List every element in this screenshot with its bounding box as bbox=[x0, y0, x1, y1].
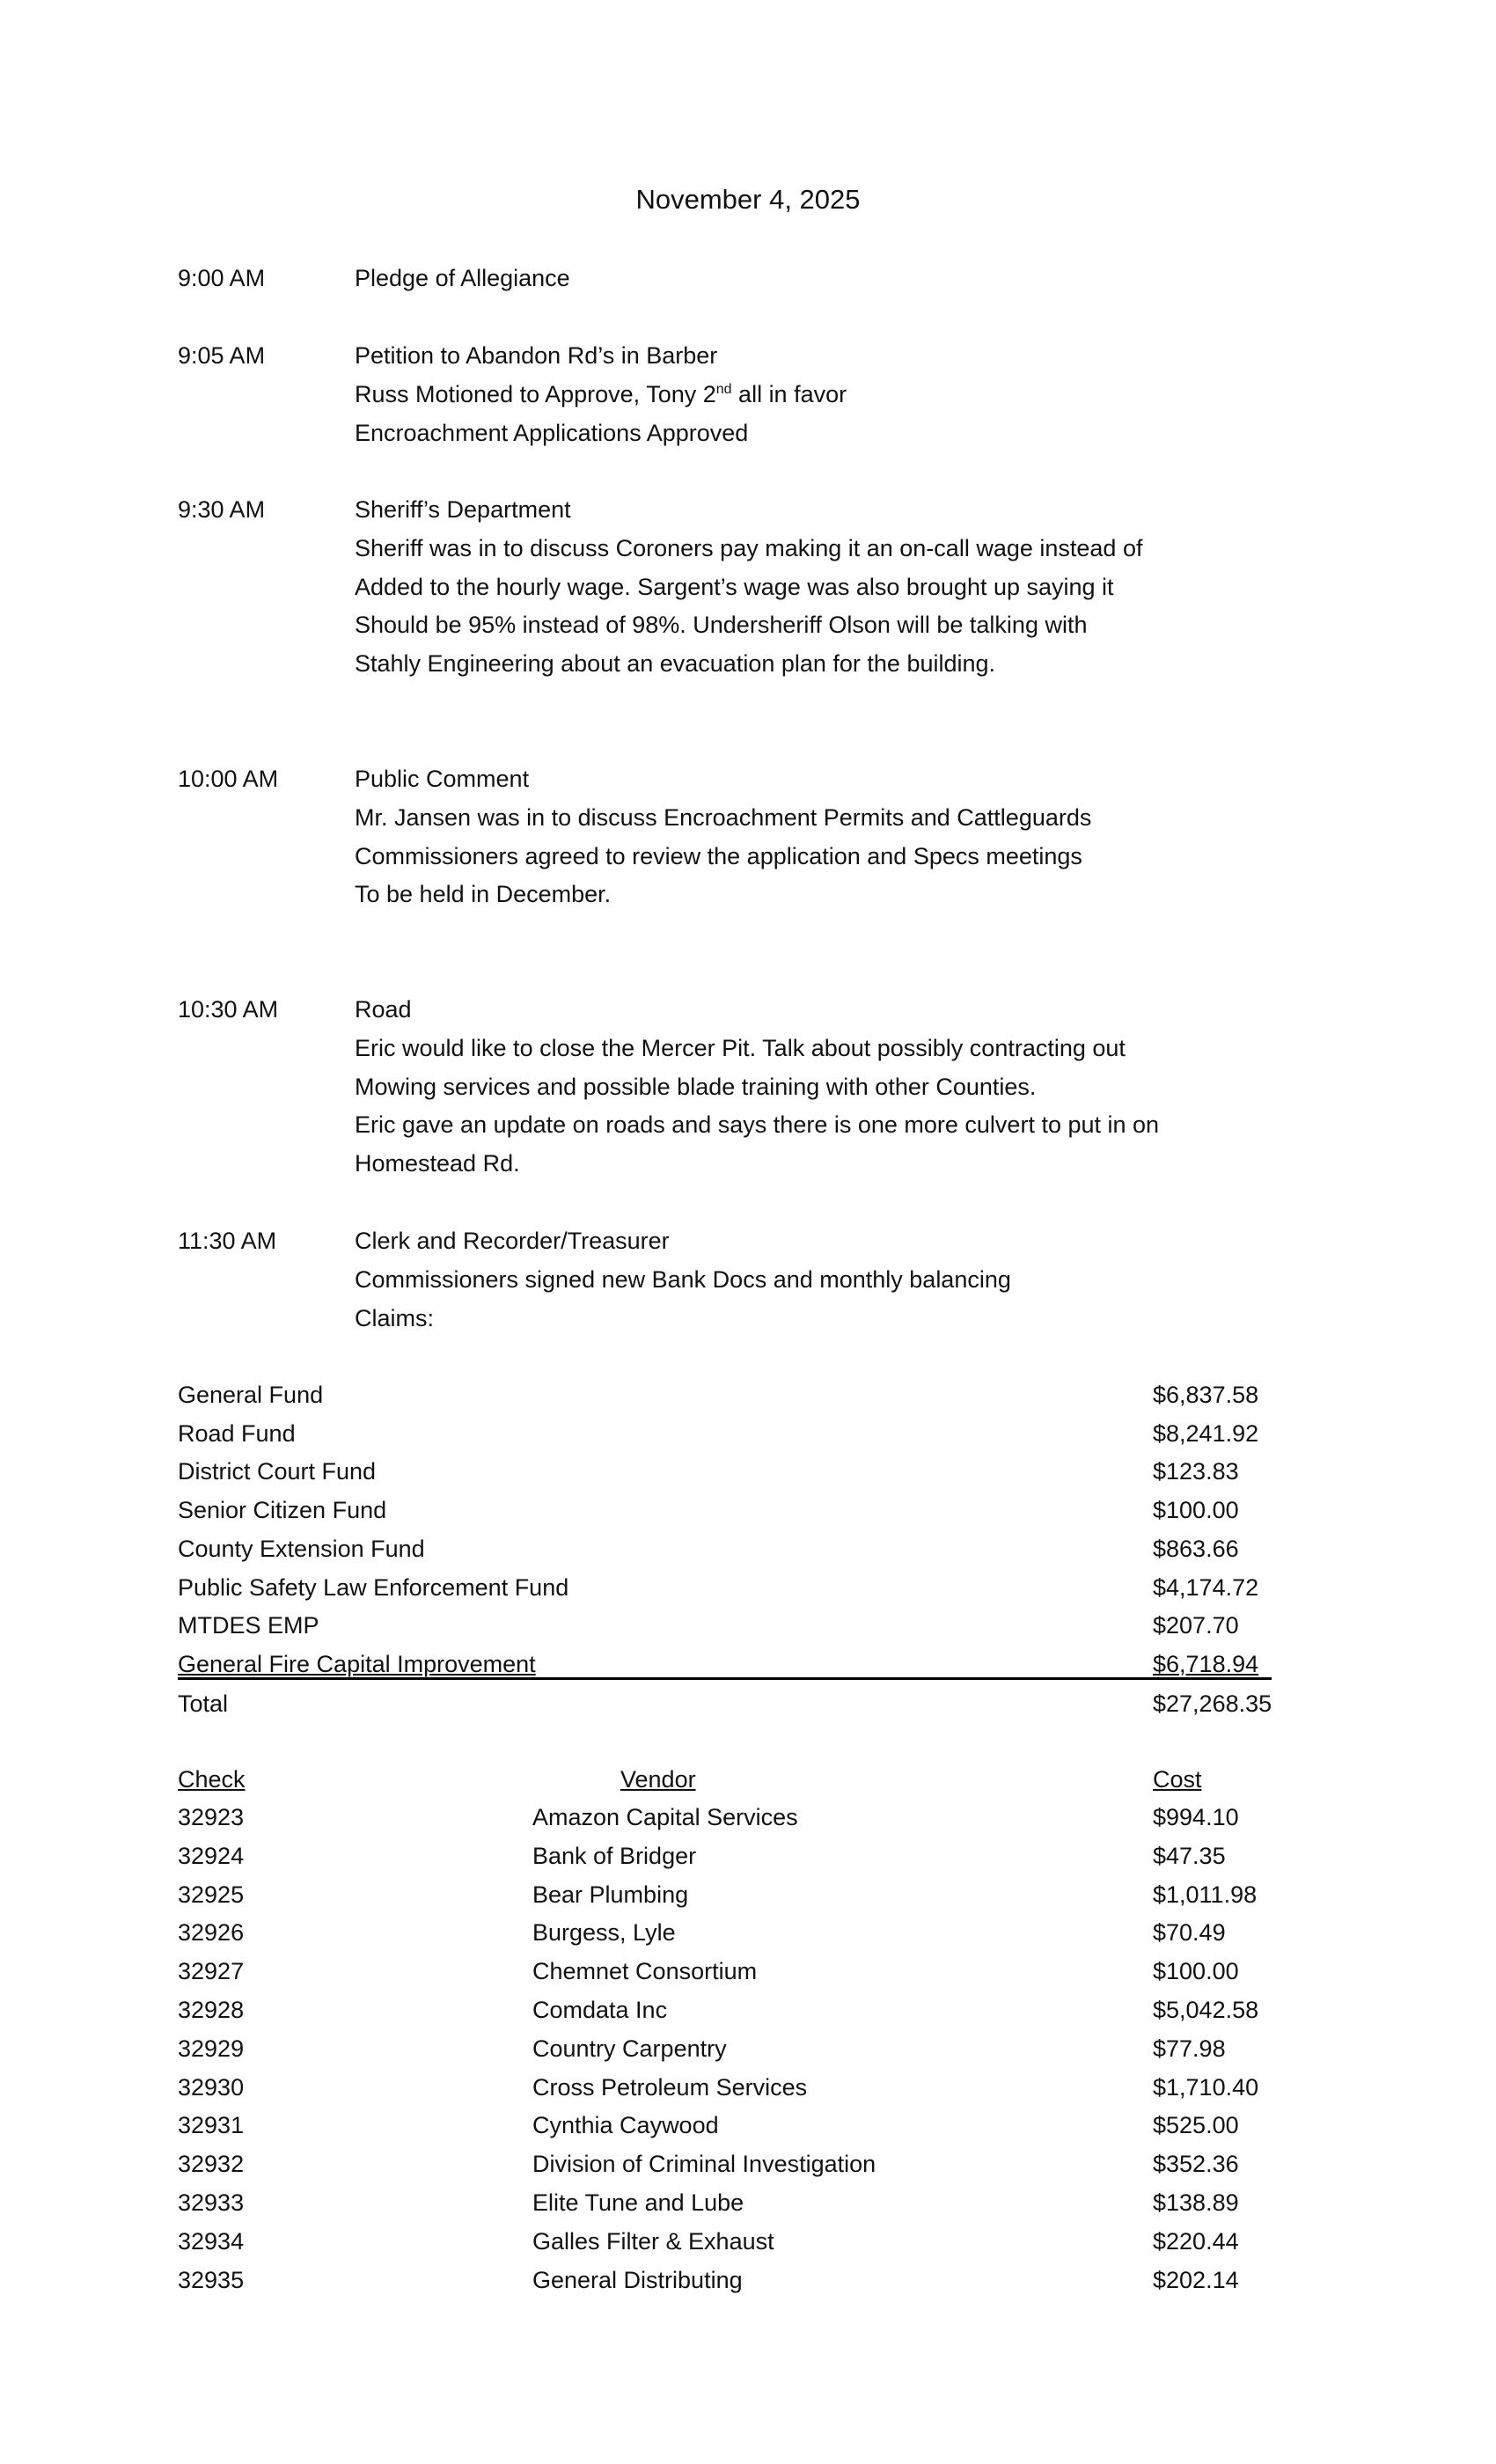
total-divider bbox=[178, 1677, 1272, 1680]
check-number: 32934 bbox=[178, 2227, 245, 2255]
vendor-name: Elite Tune and Lube bbox=[532, 2189, 744, 2216]
agenda-time: 11:30 AM bbox=[178, 1228, 277, 1254]
agenda-line: Encroachment Applications Approved bbox=[355, 419, 749, 446]
fund-amount: $863.66 bbox=[1153, 1535, 1239, 1562]
fund-amount: $123.83 bbox=[1153, 1458, 1239, 1485]
fund-name: Road Fund bbox=[178, 1419, 296, 1447]
check-number: 32930 bbox=[178, 2073, 245, 2101]
agenda-line: Homestead Rd. bbox=[355, 1150, 520, 1177]
fund-amount: $6,718.94 bbox=[1153, 1650, 1259, 1677]
check-number: 32926 bbox=[178, 1919, 245, 1947]
check-number: 32933 bbox=[178, 2189, 245, 2216]
agenda-line: Pledge of Allegiance bbox=[355, 265, 570, 291]
check-cost: $994.10 bbox=[1153, 1804, 1239, 1830]
agenda-time: 9:30 AM bbox=[178, 496, 266, 523]
agenda-line: Should be 95% instead of 98%. Undersheriff Olson will be talking with bbox=[355, 612, 1088, 639]
agenda-line: Petition to Abandon Rd’s in Barber bbox=[355, 342, 718, 369]
vendor-name: General Distributing bbox=[532, 2266, 743, 2293]
agenda-line: Eric would like to close the Mercer Pit. Talk about possibly contracting out bbox=[355, 1034, 1126, 1061]
fund-amount: $100.00 bbox=[1153, 1497, 1239, 1524]
total-amount: $27,268.35 bbox=[1153, 1690, 1272, 1717]
check-cost: $5,042.58 bbox=[1153, 1997, 1259, 2023]
agenda-line: Stahly Engineering about an evacuation plan for the building. bbox=[355, 650, 996, 678]
fund-name: General Fire Capital Improvement bbox=[178, 1650, 536, 1677]
check-number: 32925 bbox=[178, 1881, 245, 1908]
check-cost: $77.98 bbox=[1153, 2035, 1226, 2062]
check-number: 32927 bbox=[178, 1958, 245, 1985]
total-label: Total bbox=[178, 1690, 229, 1717]
check-header: Check bbox=[178, 1766, 246, 1793]
vendor-name: Galles Filter & Exhaust bbox=[532, 2227, 774, 2255]
check-number: 32923 bbox=[178, 1804, 245, 1830]
vendor-name: Cross Petroleum Services bbox=[532, 2073, 808, 2101]
ordinal-suffix: nd bbox=[715, 381, 732, 397]
agenda-line: Road bbox=[355, 996, 412, 1023]
check-number: 32929 bbox=[178, 2035, 245, 2062]
agenda-line: Commissioners signed new Bank Docs and monthly balancing bbox=[355, 1265, 1011, 1293]
vendor-name: Comdata Inc bbox=[532, 1997, 668, 2023]
fund-amount: $207.70 bbox=[1153, 1612, 1239, 1639]
vendor-name: Amazon Capital Services bbox=[532, 1804, 798, 1830]
vendor-name: Burgess, Lyle bbox=[532, 1919, 676, 1947]
fund-name: District Court Fund bbox=[178, 1458, 377, 1485]
check-cost: $138.89 bbox=[1153, 2189, 1239, 2216]
check-cost: $1,710.40 bbox=[1153, 2073, 1259, 2101]
cost-header: Cost bbox=[1153, 1766, 1202, 1793]
check-cost: $70.49 bbox=[1153, 1919, 1226, 1947]
fund-name: MTDES EMP bbox=[178, 1612, 319, 1639]
agenda-line: Sheriff’s Department bbox=[355, 496, 571, 523]
vendor-name: Cynthia Caywood bbox=[532, 2112, 719, 2139]
fund-amount: $6,837.58 bbox=[1153, 1382, 1259, 1408]
agenda-line: Eric gave an update on roads and says there is one more culvert to put in on bbox=[355, 1111, 1160, 1139]
agenda-time: 10:00 AM bbox=[178, 766, 279, 792]
check-cost: $47.35 bbox=[1153, 1842, 1226, 1869]
agenda-line: Added to the hourly wage. Sargent’s wage was also brought up saying it bbox=[355, 573, 1114, 600]
agenda-line: Claims: bbox=[355, 1304, 435, 1331]
fund-amount: $4,174.72 bbox=[1153, 1573, 1259, 1601]
fund-name: Public Safety Law Enforcement Fund bbox=[178, 1573, 569, 1601]
agenda-line: Sheriff was in to discuss Coroners pay making it an on-call wage instead of bbox=[355, 534, 1143, 561]
page-title: November 4, 2025 bbox=[635, 184, 861, 215]
check-number: 32931 bbox=[178, 2112, 245, 2139]
agenda-time: 10:30 AM bbox=[178, 996, 279, 1023]
check-number: 32924 bbox=[178, 1842, 245, 1869]
agenda-time: 9:05 AM bbox=[178, 342, 266, 369]
vendor-name: Bank of Bridger bbox=[532, 1842, 697, 1869]
check-cost: $202.14 bbox=[1153, 2266, 1239, 2293]
check-number: 32928 bbox=[178, 1997, 245, 2023]
fund-name: Senior Citizen Fund bbox=[178, 1497, 387, 1524]
vendor-header: Vendor bbox=[620, 1766, 696, 1793]
check-number: 32932 bbox=[178, 2151, 245, 2178]
agenda-time: 9:00 AM bbox=[178, 265, 266, 291]
agenda-line: Mowing services and possible blade training with other Counties. bbox=[355, 1073, 1037, 1100]
agenda-line: Public Comment bbox=[355, 766, 530, 792]
check-cost: $525.00 bbox=[1153, 2112, 1239, 2139]
vendor-name: Country Carpentry bbox=[532, 2035, 727, 2062]
check-cost: $220.44 bbox=[1153, 2227, 1239, 2255]
fund-name: County Extension Fund bbox=[178, 1535, 425, 1562]
check-number: 32935 bbox=[178, 2266, 245, 2293]
check-cost: $100.00 bbox=[1153, 1958, 1239, 1985]
fund-amount: $8,241.92 bbox=[1153, 1419, 1259, 1447]
vendor-name: Chemnet Consortium bbox=[532, 1958, 758, 1985]
vendor-name: Bear Plumbing bbox=[532, 1881, 689, 1908]
motion-result: all in favor bbox=[731, 380, 847, 407]
agenda-line: Russ Motioned to Approve, Tony 2nd all in favor bbox=[355, 380, 847, 407]
agenda-line: Commissioners agreed to review the application and Specs meetings bbox=[355, 842, 1082, 869]
agenda-line: To be held in December. bbox=[355, 881, 612, 908]
agenda-line: Clerk and Recorder/Treasurer bbox=[355, 1228, 670, 1254]
agenda-line: Mr. Jansen was in to discuss Encroachment Permits and Cattleguards bbox=[355, 803, 1092, 831]
vendor-name: Division of Criminal Investigation bbox=[532, 2151, 876, 2178]
check-cost: $352.36 bbox=[1153, 2151, 1239, 2178]
fund-name: General Fund bbox=[178, 1382, 324, 1408]
check-cost: $1,011.98 bbox=[1153, 1881, 1258, 1908]
